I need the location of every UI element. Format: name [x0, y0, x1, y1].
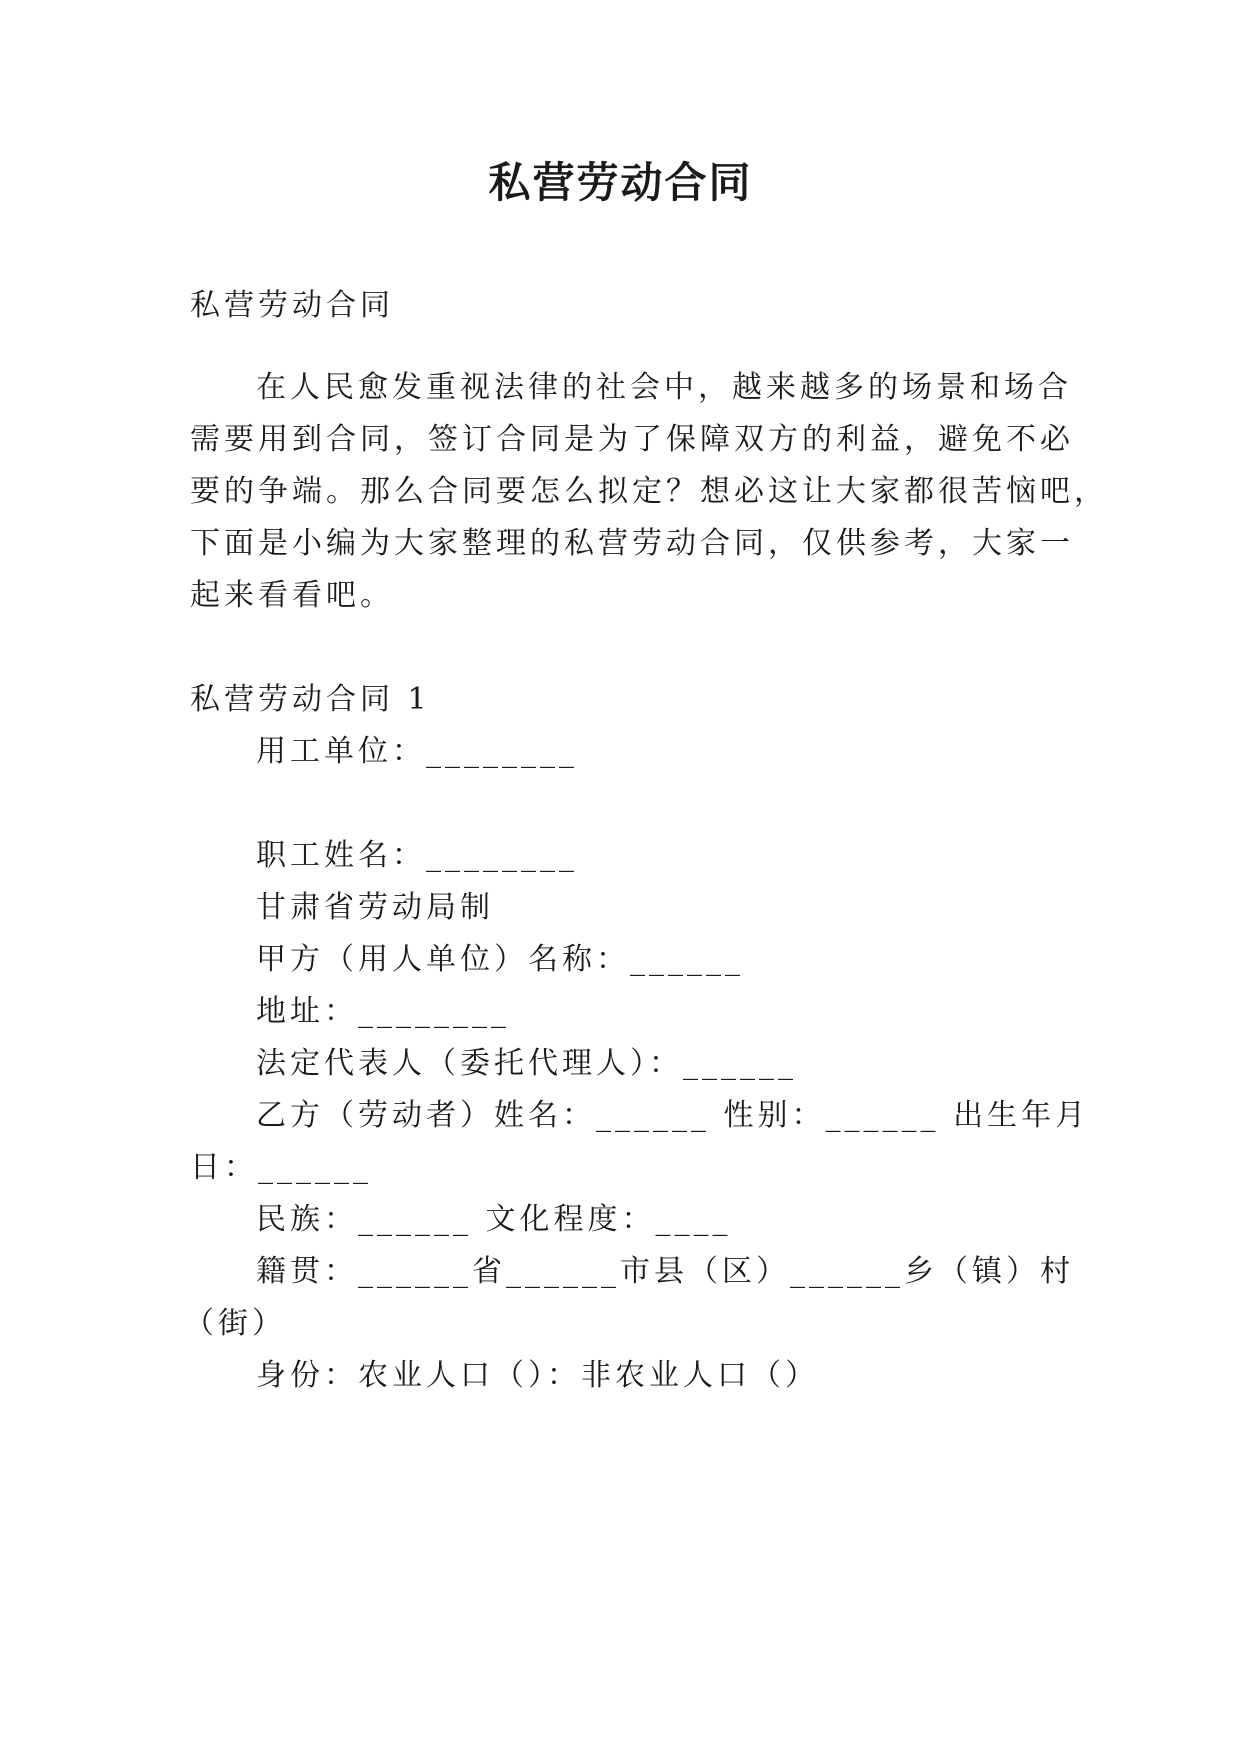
address-field: 地址：________ [256, 994, 510, 1029]
intro-line: 要的争端。那么合同要怎么拟定？想必这让大家都很苦恼吧， [190, 474, 1108, 509]
subtitle: 私营劳动合同 [190, 288, 394, 323]
intro-line: 下面是小编为大家整理的私营劳动合同，仅供参考，大家一 [190, 526, 1074, 561]
intro-line: 需要用到合同，签订合同是为了保障双方的利益，避免不必 [190, 422, 1074, 457]
origin-field: 籍贯：______省______市县（区）______乡（镇）村 [256, 1254, 1074, 1289]
document-title: 私营劳动合同 [488, 158, 753, 207]
intro-line: 起来看看吧。 [190, 578, 394, 613]
section-heading: 私营劳动合同 1 [190, 682, 431, 717]
intro-line: 在人民愈发重视法律的社会中，越来越多的场景和场合 [256, 370, 1072, 405]
party-b-field-cont: 日：______ [190, 1150, 372, 1185]
employer-field: 用工单位：________ [256, 734, 578, 769]
issuer-line: 甘肃省劳动局制 [256, 890, 494, 925]
legal-rep-field: 法定代表人（委托代理人）：______ [256, 1046, 797, 1081]
employee-name-field: 职工姓名：________ [256, 838, 578, 873]
party-b-field: 乙方（劳动者）姓名：______ 性别：______ 出生年月 [256, 1098, 1090, 1133]
origin-field-cont: （街） [184, 1306, 286, 1341]
party-a-name-field: 甲方（用人单位）名称：______ [256, 942, 744, 977]
identity-field: 身份：农业人口（）：非农业人口（） [256, 1358, 819, 1393]
ethnicity-field: 民族：______ 文化程度：____ [256, 1202, 732, 1237]
